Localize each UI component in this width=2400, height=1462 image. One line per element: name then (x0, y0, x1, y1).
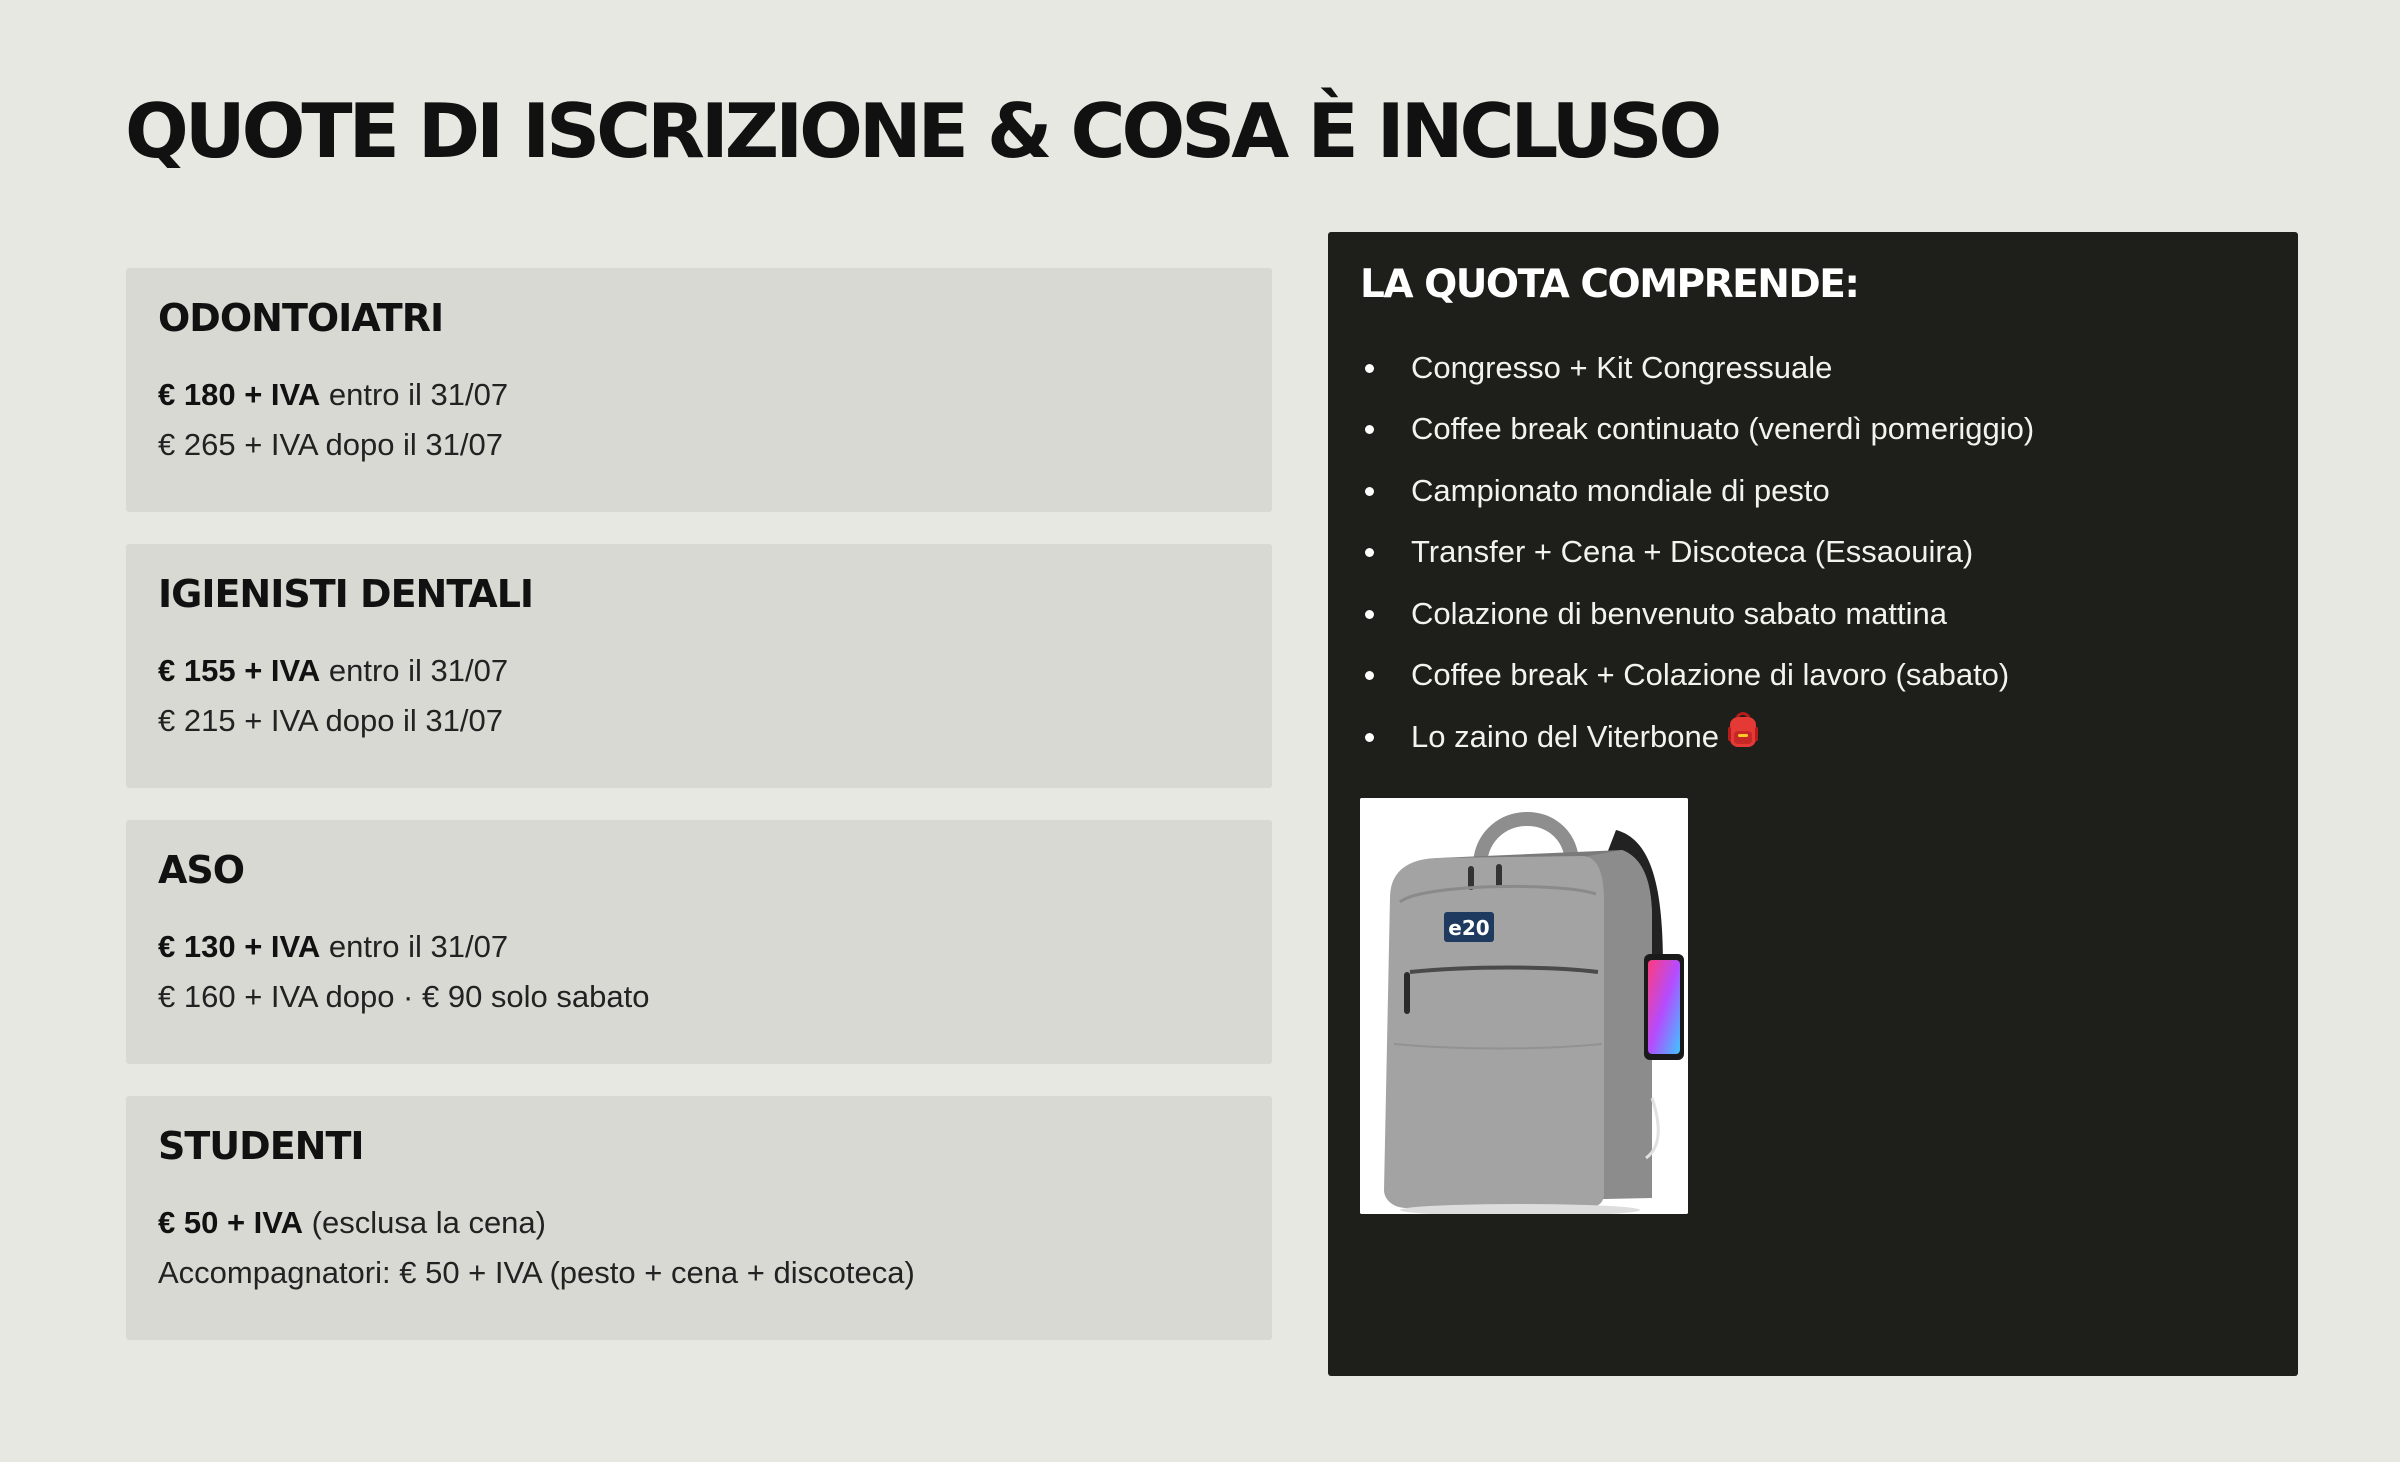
fee-card-aso (126, 820, 1272, 1064)
included-list (1360, 337, 2266, 770)
backpack-product-image (1360, 798, 1688, 1214)
list-item (1360, 644, 2266, 706)
list-item (1360, 583, 2266, 645)
list-item-text: Transfer + Cena + Discoteca (Essaouira) (1411, 534, 1974, 570)
list-item-text: Coffee break + Colazione di lavoro (sabato) (1411, 657, 2010, 693)
fee-early-price (158, 922, 1240, 972)
fee-early-price (158, 370, 1240, 420)
bullet-icon (1365, 425, 1374, 434)
backpack-icon (1725, 708, 1761, 770)
fee-early-price (158, 1198, 1240, 1248)
fee-early-price (158, 646, 1240, 696)
fee-early-note: entro il 31/07 (320, 652, 509, 688)
list-item (1360, 706, 2266, 770)
fee-early-note: entro il 31/07 (320, 928, 509, 964)
bullet-icon (1365, 733, 1374, 742)
fee-early-note: (esclusa la cena) (303, 1204, 546, 1240)
fee-card-igienisti (126, 544, 1272, 788)
list-item (1360, 337, 2266, 399)
page-title: QUOTE DI ISCRIZIONE & COSA È INCLUSO (125, 87, 1719, 175)
fee-category-title: STUDENTI (158, 1124, 364, 1168)
fee-late-price: € 160 + IVA dopo · € 90 solo sabato (158, 978, 650, 1014)
list-item (1360, 521, 2266, 583)
bullet-icon (1365, 364, 1374, 373)
list-item (1360, 398, 2266, 460)
fee-early-amount: € 130 + IVA (158, 928, 321, 964)
fee-category-title: ASO (158, 848, 245, 892)
fee-late-price: € 265 + IVA dopo il 31/07 (158, 426, 504, 462)
fee-late-price: € 215 + IVA dopo il 31/07 (158, 702, 504, 738)
included-heading: LA QUOTA COMPRENDE: (1360, 262, 1859, 307)
bullet-icon (1365, 487, 1374, 496)
list-item-text: Lo zaino del Viterbone (1411, 718, 1719, 754)
fee-early-amount: € 180 + IVA (158, 376, 321, 412)
fee-category-title: IGIENISTI DENTALI (158, 572, 534, 616)
fee-early-note: entro il 31/07 (320, 376, 509, 412)
fee-card-studenti (126, 1096, 1272, 1340)
included-panel (1328, 232, 2298, 1376)
fee-early-amount: € 50 + IVA (158, 1204, 304, 1240)
list-item-text: Colazione di benvenuto sabato mattina (1411, 595, 1947, 631)
fee-card-odontoiatri (126, 268, 1272, 512)
bullet-icon (1365, 671, 1374, 680)
backpack-logo-text: e20 (1448, 916, 1490, 940)
fee-companion-price: Accompagnatori: € 50 + IVA (pesto + cena + discoteca) (158, 1254, 915, 1290)
list-item-text: Congresso + Kit Congressuale (1411, 349, 1833, 385)
list-item-text: Campionato mondiale di pesto (1411, 472, 1830, 508)
list-item-text: Coffee break continuato (venerdì pomeriggio) (1411, 411, 2035, 447)
bullet-icon (1365, 610, 1374, 619)
fee-category-title: ODONTOIATRI (158, 296, 444, 340)
list-item (1360, 460, 2266, 522)
bullet-icon (1365, 548, 1374, 557)
fee-early-amount: € 155 + IVA (158, 652, 321, 688)
